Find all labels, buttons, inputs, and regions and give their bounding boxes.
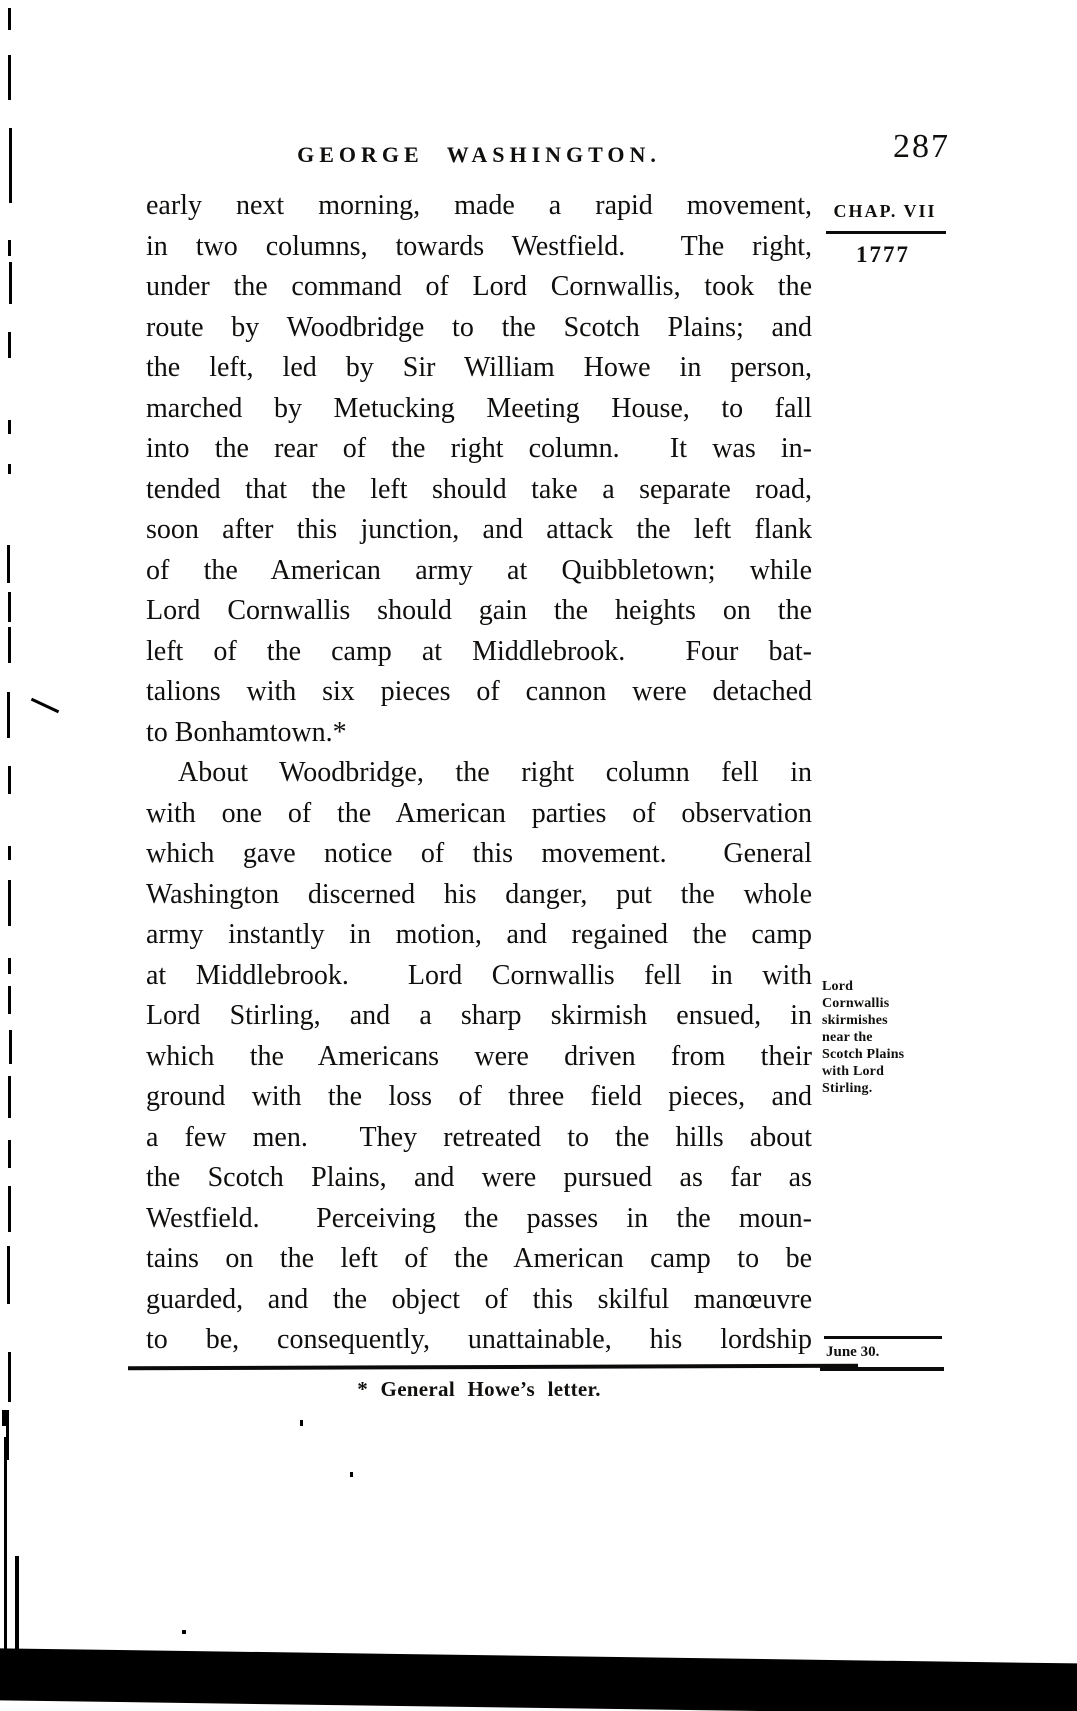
body-line: soon after this junction, and attack the left flank — [146, 514, 812, 545]
scan-artifact-mark — [7, 692, 10, 738]
sidenote-line: Stirling. — [822, 1081, 873, 1096]
body-line: left of the camp at Middlebrook. Four bat- — [146, 635, 812, 667]
scan-artifact-mark — [8, 958, 11, 974]
sidenote-date: June 30. — [826, 1344, 880, 1360]
scan-artifact-mark — [8, 1186, 11, 1232]
sidenote-line: Lord — [822, 979, 854, 994]
sidenote-chapter: CHAP. VII — [833, 201, 937, 221]
footnote: * General Howe’s letter. — [357, 1377, 601, 1401]
footnote-separator-rule — [128, 1364, 858, 1371]
scan-artifact-mark — [15, 1556, 19, 1656]
body-line: which gave notice of this movement. General — [146, 838, 812, 869]
scan-artifact-mark — [7, 545, 10, 583]
sidenote-line: Cornwallis — [822, 996, 890, 1011]
body-line: to be, consequently, unattainable, his lordship — [146, 1324, 812, 1355]
body-line: guarded, and the object of this skilful manœuvre — [146, 1283, 812, 1315]
sidenote-year: 1777 — [856, 242, 910, 267]
scan-artifact-mark — [7, 1246, 10, 1304]
body-line: with one of the American parties of observation — [146, 797, 812, 829]
body-line: tended that the left should take a separate road, — [146, 473, 812, 505]
scan-artifact-mark — [9, 262, 12, 304]
scan-artifact-mark — [350, 1472, 353, 1477]
scan-artifact-mark — [300, 1420, 303, 1426]
body-line: ground with the loss of three field pieces, and — [146, 1081, 812, 1112]
scan-artifact-mark — [8, 766, 11, 794]
running-header: GEORGE WASHINGTON. — [297, 142, 661, 167]
body-line: Washington discerned his danger, put the whole — [146, 878, 812, 910]
body-line: army instantly in motion, and regained the camp — [146, 919, 812, 950]
chapter-rule — [826, 231, 946, 234]
sidenote-skirmish — [822, 978, 962, 1097]
body-line: Lord Stirling, and a sharp skirmish ensued, in — [146, 1000, 812, 1031]
body-line: the left, led by Sir William Howe in person, — [146, 352, 812, 383]
scan-artifact-mark — [8, 986, 11, 1014]
scan-artifact-bar — [0, 1648, 1077, 1711]
body-line: marched by Metucking Meeting House, to fall — [146, 392, 812, 424]
scan-artifact-mark — [8, 240, 11, 256]
page-number: 287 — [893, 128, 950, 165]
scan-artifact-mark — [8, 1352, 11, 1402]
date-note-rule-top — [824, 1336, 942, 1339]
body-line: to Bonhamtown.* — [146, 716, 347, 748]
body-text — [146, 186, 812, 1361]
scan-artifact-mark — [8, 627, 11, 663]
scan-artifact-mark — [8, 1076, 11, 1118]
sidenote-line: near the — [822, 1030, 873, 1045]
body-line: About Woodbridge, the right column fell in — [178, 757, 812, 788]
scan-artifact-mark — [8, 420, 11, 434]
sidenote-line: with Lord — [822, 1064, 885, 1079]
scan-artifact-mark — [182, 1630, 186, 1634]
scan-artifact-mark — [8, 1140, 11, 1168]
scan-artifact-mark — [8, 846, 11, 860]
body-line: which the Americans were driven from their — [146, 1040, 812, 1072]
scan-artifact-mark — [8, 332, 11, 358]
body-line: route by Woodbridge to the Scotch Plains; and — [146, 311, 812, 343]
body-line: the Scotch Plains, and were pursued as far as — [146, 1162, 812, 1193]
body-line: in two columns, towards Westfield. The right, — [146, 230, 812, 262]
body-line: into the rear of the right column. It was in- — [146, 433, 812, 464]
body-line: Lord Cornwallis should gain the heights on the — [146, 595, 812, 626]
body-line: tains on the left of the American camp to be — [146, 1243, 812, 1274]
scan-artifact-mark — [9, 128, 12, 203]
body-line: early next morning, made a rapid movement, — [146, 190, 812, 221]
scan-artifact-mark — [8, 8, 11, 30]
body-line: Westfield. Perceiving the passes in the moun- — [146, 1202, 812, 1234]
sidenote-line: Scotch Plains — [822, 1047, 905, 1062]
sidenote-line: skirmishes — [822, 1013, 888, 1028]
body-line: under the command of Lord Cornwallis, took the — [146, 271, 812, 302]
body-line: of the American army at Quibbletown; while — [146, 554, 812, 586]
scan-artifact-mark — [8, 464, 11, 474]
body-line: at Middlebrook. Lord Cornwallis fell in with — [146, 959, 812, 991]
scan-artifact-hook — [31, 698, 59, 713]
scan-artifact-mark — [8, 880, 11, 926]
scan-artifact-mark — [8, 592, 11, 622]
scan-artifact-mark — [8, 55, 11, 100]
scan-artifact-mark — [4, 1437, 7, 1677]
body-line: a few men. They retreated to the hills about — [146, 1121, 812, 1153]
scan-artifact-mark — [9, 1030, 12, 1064]
body-line: talions with six pieces of cannon were detached — [146, 676, 812, 707]
